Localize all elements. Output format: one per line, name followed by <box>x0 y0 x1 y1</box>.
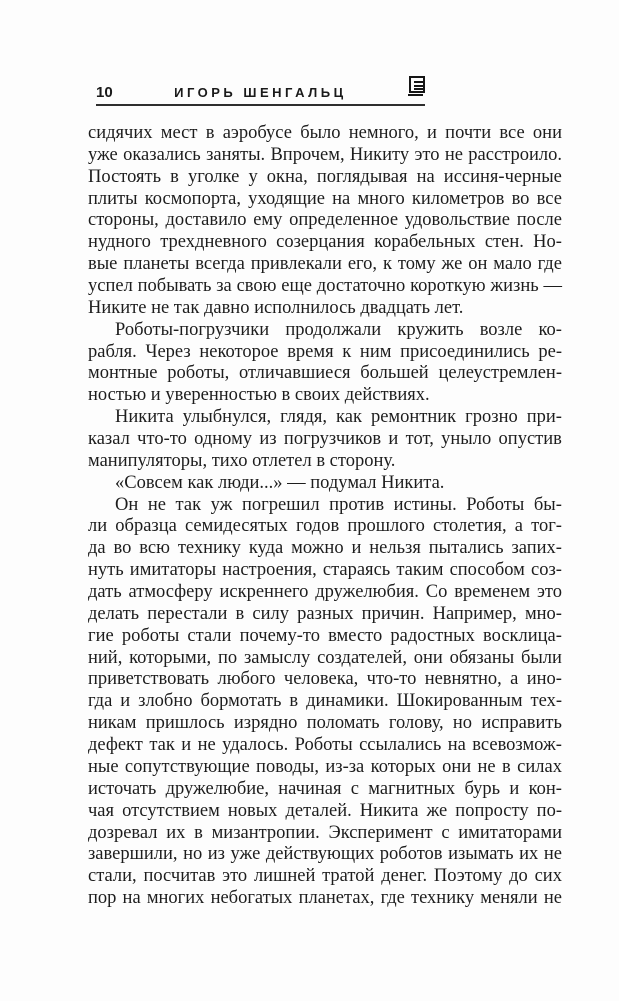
text-line: гда и злобно бормотать в динамики. Шокированным тех- <box>88 691 562 712</box>
text-line: никам пришлось изрядно поломать голову, но исправить <box>88 713 562 734</box>
text-line: ли образца семидесятых годов прошлого столетия, а тог- <box>88 516 562 537</box>
text-line: ностью и уверенностью в своих действиях. <box>88 385 430 406</box>
paragraph <box>88 320 562 407</box>
text-line: сидячих мест в аэробусе было немного, и почти все они <box>88 123 562 143</box>
page-number: 10 <box>96 84 113 101</box>
text-line: вые планеты всегда привлекали его, к тому же он мало где <box>88 254 562 275</box>
text-line: манипуляторы, тихо отлетел в сторону. <box>88 450 396 471</box>
paragraph <box>88 473 562 495</box>
text-line: ные сопутствующие поводы, из-за которых они не в силах <box>88 756 562 777</box>
text-line: Он не так уж погрешил против истины. Роботы бы- <box>115 494 562 515</box>
text-line: плиты космопорта, уходящие на много километров во все <box>88 188 562 209</box>
paragraph <box>88 495 562 910</box>
text-line: нуть имитаторы настроения, стараясь таким способом соз- <box>88 560 562 581</box>
text-line: чая отсутствием новых деталей. Никита же попросту по- <box>88 800 562 821</box>
paragraph <box>88 407 562 473</box>
page-text <box>88 123 562 910</box>
text-line: Никите не так давно исполнилось двадцать лет. <box>88 297 464 318</box>
text-line: стороны, доставило ему определенное удовольствие после <box>88 210 562 231</box>
text-line: рабля. Через некоторое время к ним присоединились ре- <box>88 341 562 362</box>
text-line: нудного трехдневного созерцания корабельных стен. Но- <box>88 232 562 253</box>
text-line: ний, которыми, по замыслу создателей, они обязаны были <box>88 647 562 668</box>
text-line: дать атмосферу искреннего дружелюбия. Со временем это <box>88 582 562 603</box>
text-line: Никита улыбнулся, глядя, как ремонтник грозно при- <box>115 407 562 428</box>
publisher-logo-icon <box>408 76 425 101</box>
text-line: завершили, но из уже действующих роботов изымать их не <box>88 844 562 865</box>
text-line: да во всю технику куда можно и нельзя пытались запих- <box>88 538 562 559</box>
running-header-author: ИГОРЬ ШЕНГАЛЬЦ <box>174 85 347 100</box>
text-line: уже оказались заняты. Впрочем, Никиту это не расстроило. <box>88 144 562 165</box>
text-line: делать перестали в силу разных причин. Например, мно- <box>88 603 562 624</box>
text-line: казал что-то одному из погрузчиков и тот, уныло опустив <box>88 429 562 450</box>
running-header <box>96 76 425 106</box>
text-line: стали, посчитав это лишней тратой денег. Поэтому до сих <box>88 866 562 887</box>
text-line: Постоять в уголке у окна, поглядывая на иссиня-черные <box>88 166 562 187</box>
text-line: пор на многих небогатых планетах, где технику меняли не <box>88 888 562 909</box>
text-line: дефект так и не удалось. Роботы ссылались на всевозмож- <box>88 735 562 756</box>
text-line: источать дружелюбие, начиная с магнитных бурь и кон- <box>88 778 562 799</box>
text-line: Роботы-погрузчики продолжали кружить возле ко- <box>115 319 562 340</box>
paragraph <box>88 123 562 320</box>
text-line: «Совсем как люди...» — подумал Никита. <box>115 472 445 493</box>
text-line: гие роботы стали почему-то вместо радостных восклица- <box>88 625 562 646</box>
text-line: монтные роботы, отличавшиеся большей целеустремлен- <box>88 363 562 384</box>
text-line: успел побывать за свою еще достаточно короткую жизнь — <box>88 276 562 297</box>
text-line: дозревал их в мизантропии. Эксперимент с имитаторами <box>88 822 562 843</box>
text-line: приветствовать любого человека, что-то невнятно, а ино- <box>88 669 562 690</box>
